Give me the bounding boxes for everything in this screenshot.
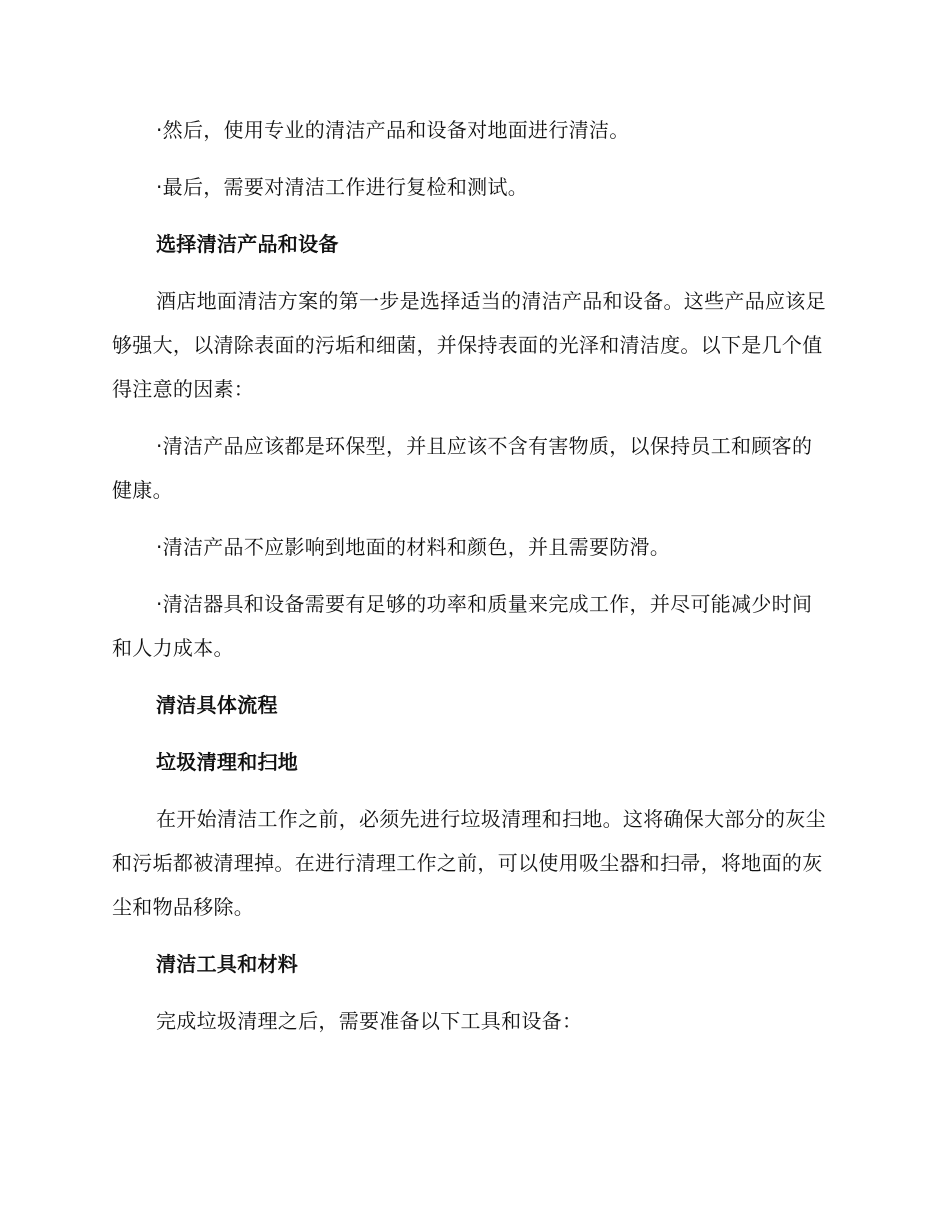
paragraph-product-selection: 酒店地面清洁方案的第一步是选择适当的清洁产品和设备。这些产品应该足够强大，以清除表面的污垢和细菌，并保持表面的光泽和清洁度。以下是几个值得注意的因素： xyxy=(112,289,826,401)
section-heading-choose-products: 选择清洁产品和设备 xyxy=(156,232,339,256)
document-page xyxy=(112,108,832,1056)
bullet-item-recheck: ·最后，需要对清洁工作进行复检和测试。 xyxy=(156,175,529,199)
section-heading-tools-materials: 清洁工具和材料 xyxy=(156,952,299,976)
bullet-item-eco-friendly: ·清洁产品应该都是环保型，并且应该不含有害物质，以保持员工和顾客的健康。 xyxy=(112,434,813,502)
bullet-item-equipment-power: ·清洁器具和设备需要有足够的功率和质量来完成工作，并尽可能减少时间和人力成本。 xyxy=(112,592,813,660)
section-heading-cleaning-process: 清洁具体流程 xyxy=(156,693,278,717)
bullet-item-anti-slip: ·清洁产品不应影响到地面的材料和颜色，并且需要防滑。 xyxy=(156,535,671,559)
section-heading-sweeping: 垃圾清理和扫地 xyxy=(156,750,299,774)
paragraph-tools-intro: 完成垃圾清理之后，需要准备以下工具和设备： xyxy=(156,1009,583,1033)
paragraph-sweeping: 在开始清洁工作之前，必须先进行垃圾清理和扫地。这将确保大部分的灰尘和污垢都被清理掉。在进行清理工作之前，可以使用吸尘器和扫帚，将地面的灰尘和物品移除。 xyxy=(112,807,826,919)
bullet-item-final-step: ·然后，使用专业的清洁产品和设备对地面进行清洁。 xyxy=(156,118,630,142)
